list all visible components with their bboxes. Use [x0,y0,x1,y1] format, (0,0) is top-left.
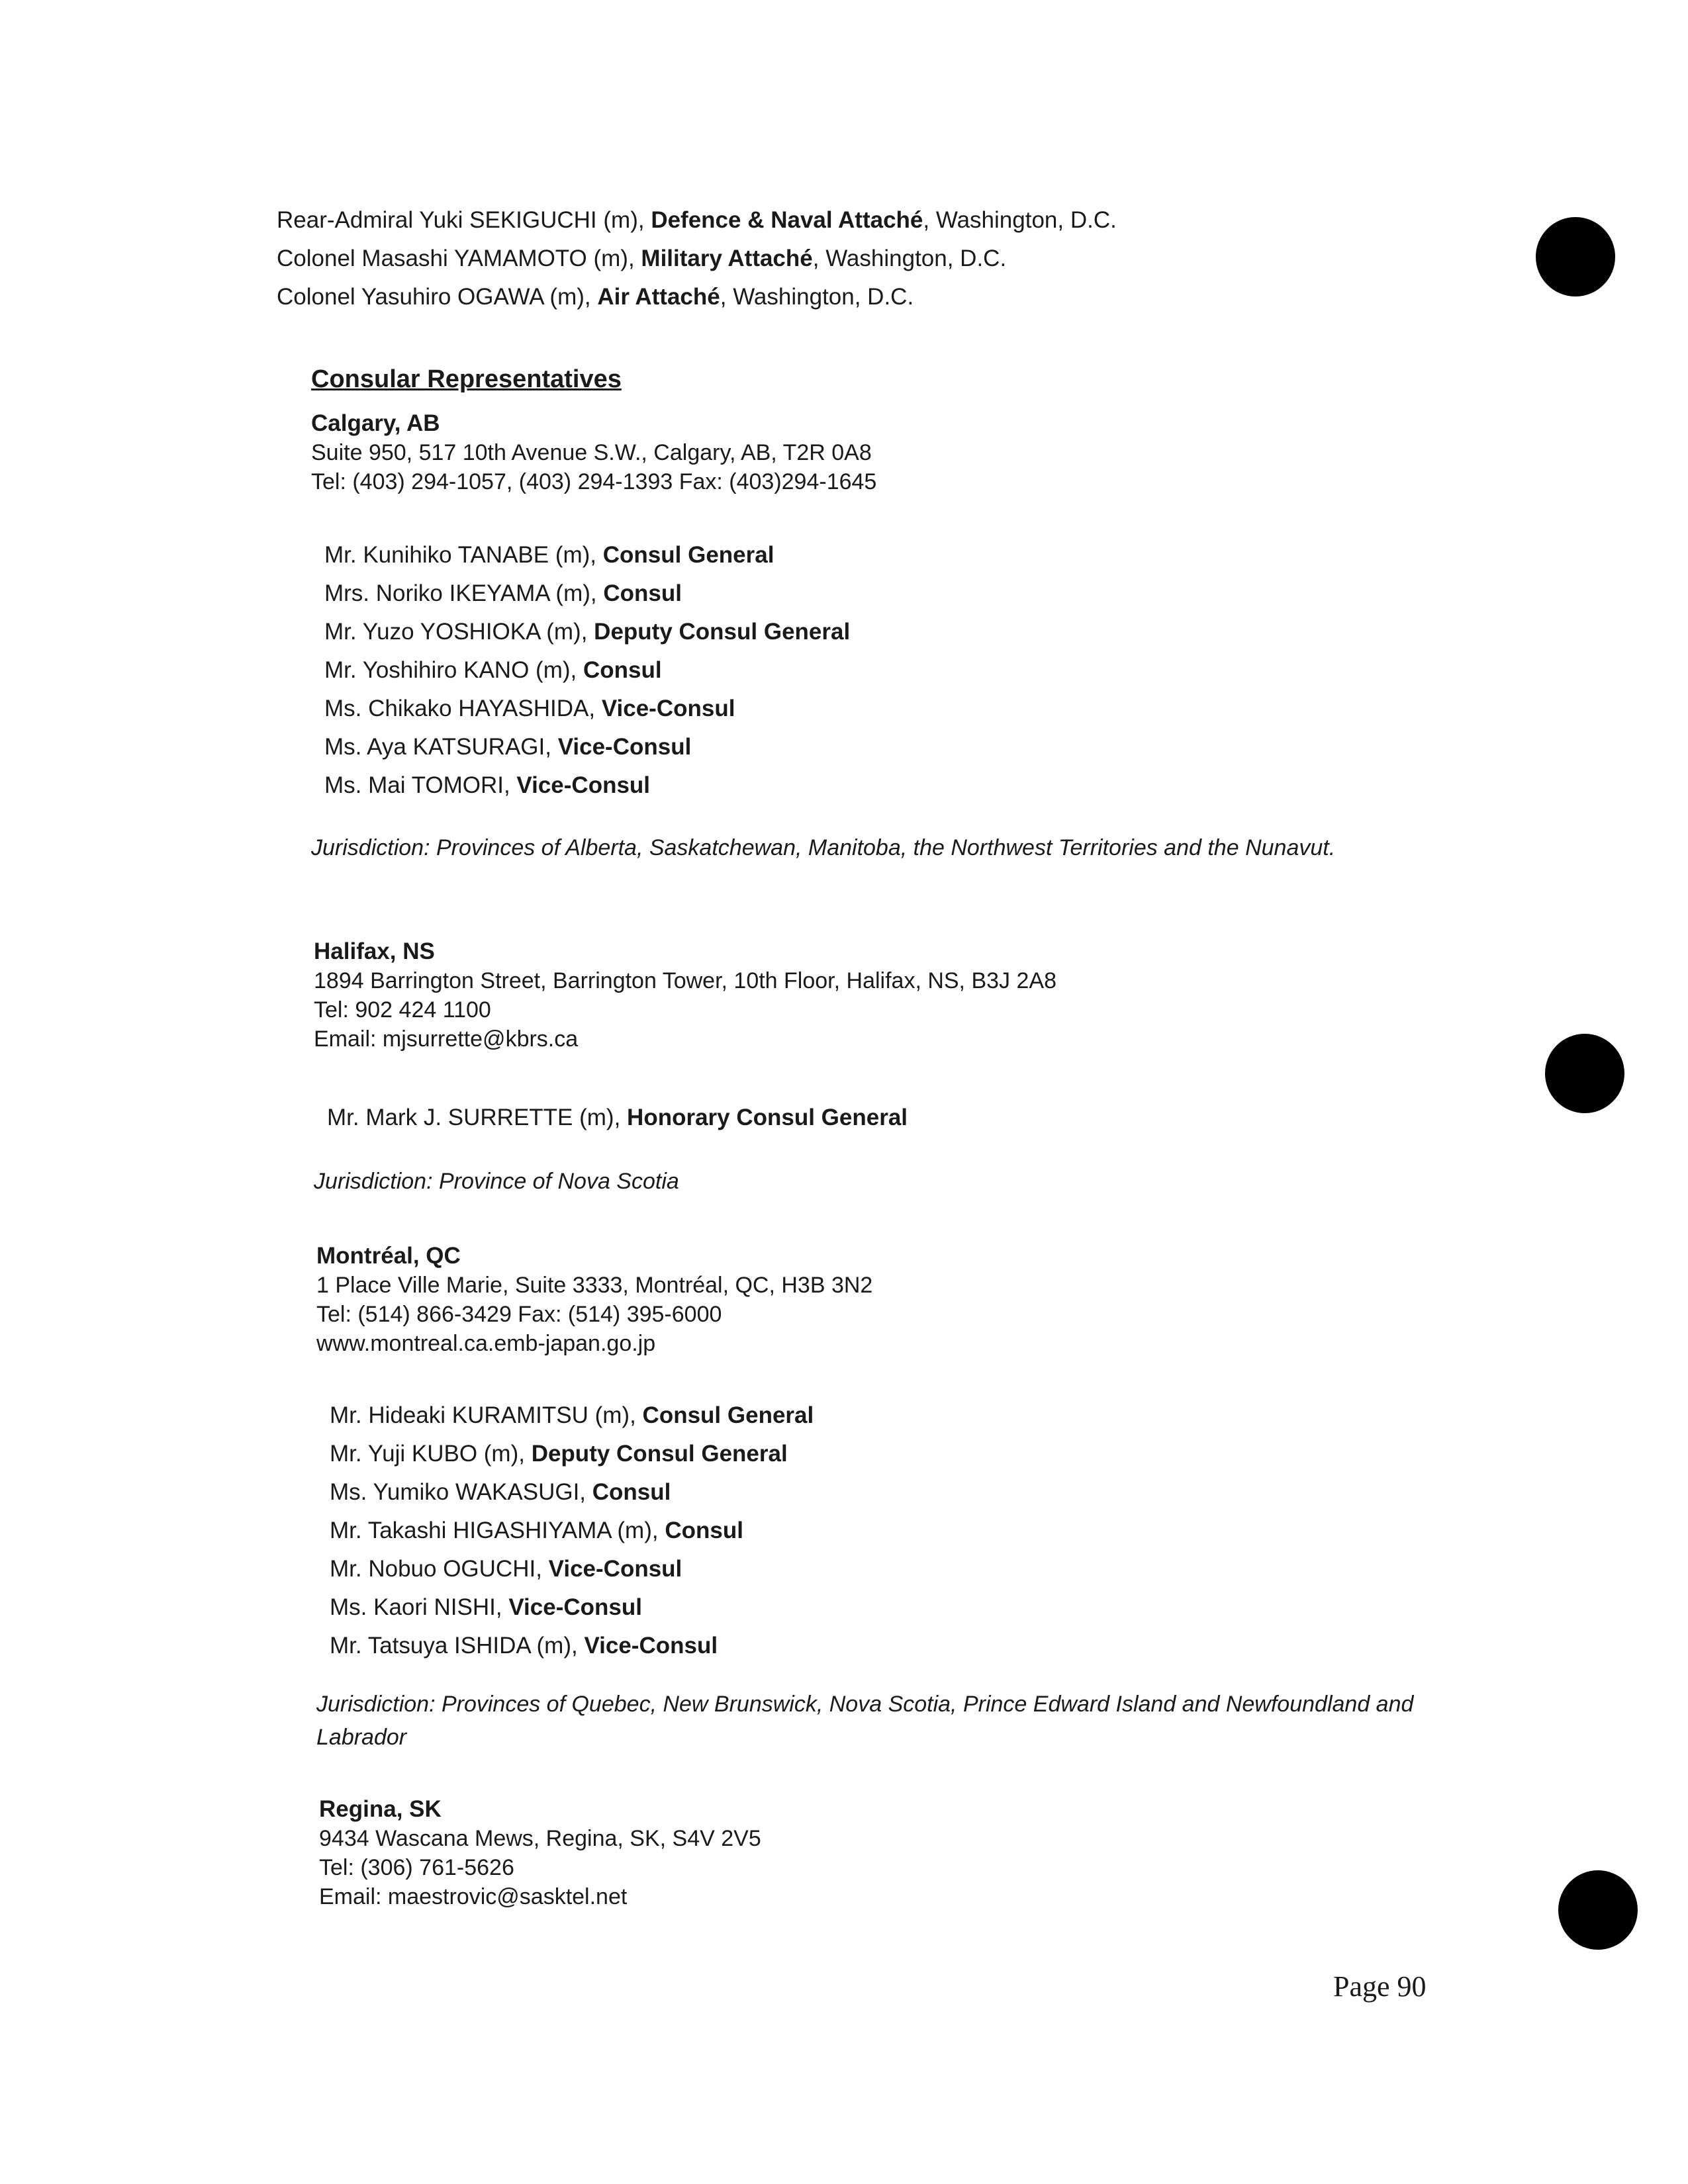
attache-location: , Washington, D.C. [923,207,1117,233]
member-name: Mr. Yoshihiro KANO (m), [324,657,583,683]
punch-hole [1545,1034,1624,1113]
attache-list [277,201,1117,316]
office-city: Halifax, NS [314,938,435,964]
office-city: Calgary, AB [311,410,440,436]
member-name: Mr. Hideaki KURAMITSU (m), [330,1402,643,1428]
office-address-line: Tel: (306) 761-5626 [319,1855,514,1880]
office-address-line: 1894 Barrington Street, Barrington Tower, 10th Floor, Halifax, NS, B3J 2A8 [314,968,1056,993]
attache-name: Colonel Masashi YAMAMOTO (m), [277,246,641,271]
office-city: Montréal, QC [316,1243,461,1269]
member-title: Consul [592,1479,671,1505]
member-name: Mr. Nobuo OGUCHI, [330,1556,549,1582]
office-calgary [311,409,876,496]
member-list [330,1396,814,1665]
member-title: Vice-Consul [516,772,651,798]
member-title: Honorary Consul General [627,1105,908,1130]
attache-name: Rear-Admiral Yuki SEKIGUCHI (m), [277,207,651,233]
office-address-line: Tel: 902 424 1100 [314,997,491,1023]
member-row [324,613,850,651]
member-name: Mr. Yuzo YOSHIOKA (m), [324,619,594,645]
member-row [327,1099,908,1137]
member-row [330,1588,814,1627]
attache-row [277,278,1117,316]
member-title: Consul General [602,542,774,568]
attache-title: Air Attaché [597,284,720,310]
attache-name: Colonel Yasuhiro OGAWA (m), [277,284,598,310]
office-montreal [316,1242,872,1358]
attache-title: Military Attaché [641,246,813,271]
member-name: Mrs. Noriko IKEYAMA (m), [324,580,604,606]
attache-location: , Washington, D.C. [720,284,914,310]
member-name: Mr. Tatsuya ISHIDA (m), [330,1633,585,1659]
page-number: Page 90 [1333,1970,1427,2003]
member-title: Consul [583,657,662,683]
member-row [330,1473,814,1512]
member-row [324,766,850,805]
attache-row [277,240,1117,278]
member-row [324,536,850,574]
member-name: Mr. Mark J. SURRETTE (m), [327,1105,628,1130]
member-title: Vice-Consul [601,696,735,721]
punch-hole [1558,1870,1638,1950]
office-address-line: Email: mjsurrette@kbrs.ca [314,1026,579,1052]
member-title: Deputy Consul General [594,619,851,645]
attache-location: , Washington, D.C. [812,246,1007,271]
office-halifax [314,937,1056,1054]
member-title: Vice-Consul [548,1556,682,1582]
member-name: Mr. Takashi HIGASHIYAMA (m), [330,1518,665,1543]
jurisdiction-note: Jurisdiction: Province of Nova Scotia [314,1169,679,1194]
member-name: Ms. Yumiko WAKASUGI, [330,1479,592,1505]
member-title: Consul [665,1518,743,1543]
punch-hole [1536,217,1615,296]
member-title: Consul [603,580,682,606]
office-address-line: www.montreal.ca.emb-japan.go.jp [316,1331,656,1356]
member-title: Vice-Consul [508,1594,642,1620]
member-title: Vice-Consul [584,1633,718,1659]
attache-title: Defence & Naval Attaché [651,207,923,233]
jurisdiction-note: Jurisdiction: Provinces of Alberta, Saskatchewan, Manitoba, the Northwest Territories and the Nunavut. [311,835,1336,860]
member-list [324,536,850,805]
member-title: Consul General [642,1402,814,1428]
member-name: Mr. Kunihiko TANABE (m), [324,542,603,568]
office-address-line: 1 Place Ville Marie, Suite 3333, Montréal, QC, H3B 3N2 [316,1273,873,1298]
member-row [324,651,850,690]
member-name: Ms. Chikako HAYASHIDA, [324,696,602,721]
member-row [330,1435,814,1473]
office-address-line: Suite 950, 517 10th Avenue S.W., Calgary, AB, T2R 0A8 [311,440,872,465]
section-title: Consular Representatives [311,365,622,393]
member-title: Vice-Consul [557,734,692,760]
member-name: Ms. Aya KATSURAGI, [324,734,558,760]
office-address-line: Email: maestrovic@sasktel.net [319,1884,628,1909]
member-row [330,1627,814,1665]
member-row [324,728,850,766]
member-title: Deputy Consul General [531,1441,788,1467]
member-row [330,1396,814,1435]
office-city: Regina, SK [319,1796,442,1822]
office-address-line: Tel: (403) 294-1057, (403) 294-1393 Fax: (403)294-1645 [311,469,877,494]
jurisdiction-note: Jurisdiction: Provinces of Quebec, New Brunswick, Nova Scotia, Prince Edward Island and Newfoundland and Labrador [316,1692,1414,1750]
member-name: Ms. Mai TOMORI, [324,772,517,798]
office-address-line: 9434 Wascana Mews, Regina, SK, S4V 2V5 [319,1826,761,1851]
member-name: Ms. Kaori NISHI, [330,1594,509,1620]
office-address-line: Tel: (514) 866-3429 Fax: (514) 395-6000 [316,1302,722,1327]
member-row [324,690,850,728]
member-name: Mr. Yuji KUBO (m), [330,1441,532,1467]
member-row [330,1512,814,1550]
member-list [327,1099,908,1137]
member-row [324,574,850,613]
attache-row [277,201,1117,240]
office-regina [319,1795,761,1911]
member-row [330,1550,814,1588]
